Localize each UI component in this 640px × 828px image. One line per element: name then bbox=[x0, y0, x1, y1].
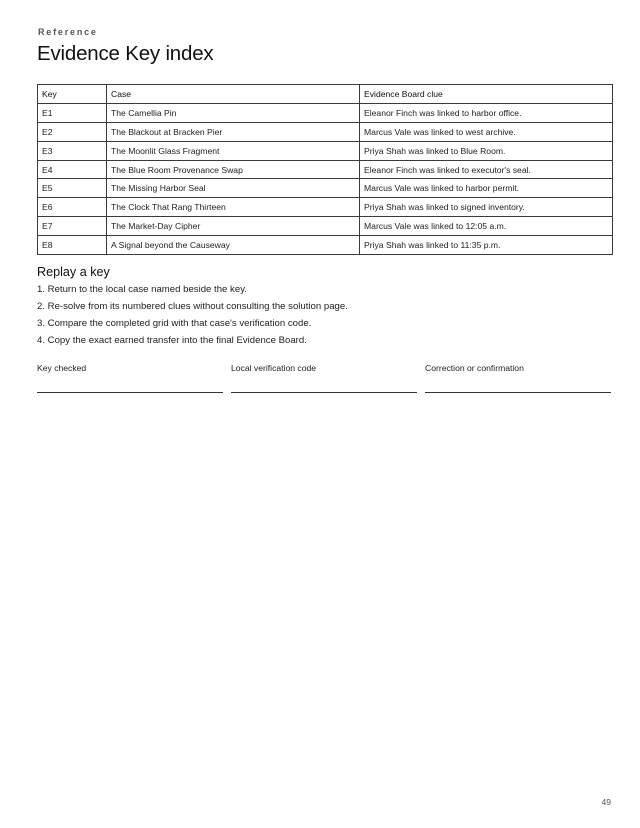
key-checked-field[interactable] bbox=[37, 363, 223, 373]
table-row bbox=[38, 217, 613, 236]
table-row bbox=[38, 122, 613, 141]
column-header-clue: Evidence Board clue bbox=[360, 85, 613, 104]
clue-cell: Priya Shah was linked to 11:35 p.m. bbox=[360, 236, 613, 255]
clue-cell: Eleanor Finch was linked to harbor office. bbox=[360, 103, 613, 122]
case-cell: The Market-Day Cipher bbox=[107, 217, 360, 236]
clue-cell: Marcus Vale was linked to 12:05 a.m. bbox=[360, 217, 613, 236]
table-row bbox=[38, 198, 613, 217]
clue-cell: Priya Shah was linked to Blue Room. bbox=[360, 141, 613, 160]
key-cell: E4 bbox=[38, 160, 107, 179]
key-cell: E6 bbox=[38, 198, 107, 217]
key-cell: E8 bbox=[38, 236, 107, 255]
clue-cell: Marcus Vale was linked to harbor permit. bbox=[360, 179, 613, 198]
key-checked-write-line[interactable] bbox=[37, 392, 223, 393]
table-row bbox=[38, 160, 613, 179]
clue-cell: Eleanor Finch was linked to executor's seal. bbox=[360, 160, 613, 179]
case-cell: The Blackout at Bracken Pier bbox=[107, 122, 360, 141]
case-cell: The Missing Harbor Seal bbox=[107, 179, 360, 198]
replay-step: 2. Re-solve from its numbered clues without consulting the solution page. bbox=[37, 301, 348, 312]
replay-heading: Replay a key bbox=[37, 265, 110, 279]
replay-step: 3. Compare the completed grid with that case's verification code. bbox=[37, 318, 312, 329]
section-eyebrow: Reference bbox=[38, 27, 98, 37]
clue-cell: Marcus Vale was linked to west archive. bbox=[360, 122, 613, 141]
table-row bbox=[38, 179, 613, 198]
page-title: Evidence Key index bbox=[37, 42, 214, 65]
replay-steps-list bbox=[37, 283, 348, 351]
evidence-key-table bbox=[37, 84, 613, 255]
verification-code-field[interactable] bbox=[231, 363, 417, 373]
key-cell: E2 bbox=[38, 122, 107, 141]
page-number: 49 bbox=[601, 797, 611, 807]
key-checked-label: Key checked bbox=[37, 363, 87, 373]
correction-write-line[interactable] bbox=[425, 392, 611, 393]
correction-label: Correction or confirmation bbox=[425, 363, 524, 373]
column-header-case: Case bbox=[107, 85, 360, 104]
clue-cell: Priya Shah was linked to signed inventory. bbox=[360, 198, 613, 217]
verification-code-write-line[interactable] bbox=[231, 392, 417, 393]
key-cell: E3 bbox=[38, 141, 107, 160]
case-cell: The Clock That Rang Thirteen bbox=[107, 198, 360, 217]
replay-step: 1. Return to the local case named beside the key. bbox=[37, 284, 247, 295]
case-cell: The Camellia Pin bbox=[107, 103, 360, 122]
table-row bbox=[38, 236, 613, 255]
key-cell: E5 bbox=[38, 179, 107, 198]
case-cell: A Signal beyond the Causeway bbox=[107, 236, 360, 255]
correction-field[interactable] bbox=[425, 363, 611, 373]
table-row bbox=[38, 103, 613, 122]
verification-code-label: Local verification code bbox=[231, 363, 317, 373]
column-header-key: Key bbox=[38, 85, 107, 104]
table-row bbox=[38, 141, 613, 160]
case-cell: The Moonlit Glass Fragment bbox=[107, 141, 360, 160]
key-cell: E7 bbox=[38, 217, 107, 236]
replay-step: 4. Copy the exact earned transfer into the final Evidence Board. bbox=[37, 335, 307, 346]
case-cell: The Blue Room Provenance Swap bbox=[107, 160, 360, 179]
key-cell: E1 bbox=[38, 103, 107, 122]
table-header-row bbox=[38, 85, 613, 104]
